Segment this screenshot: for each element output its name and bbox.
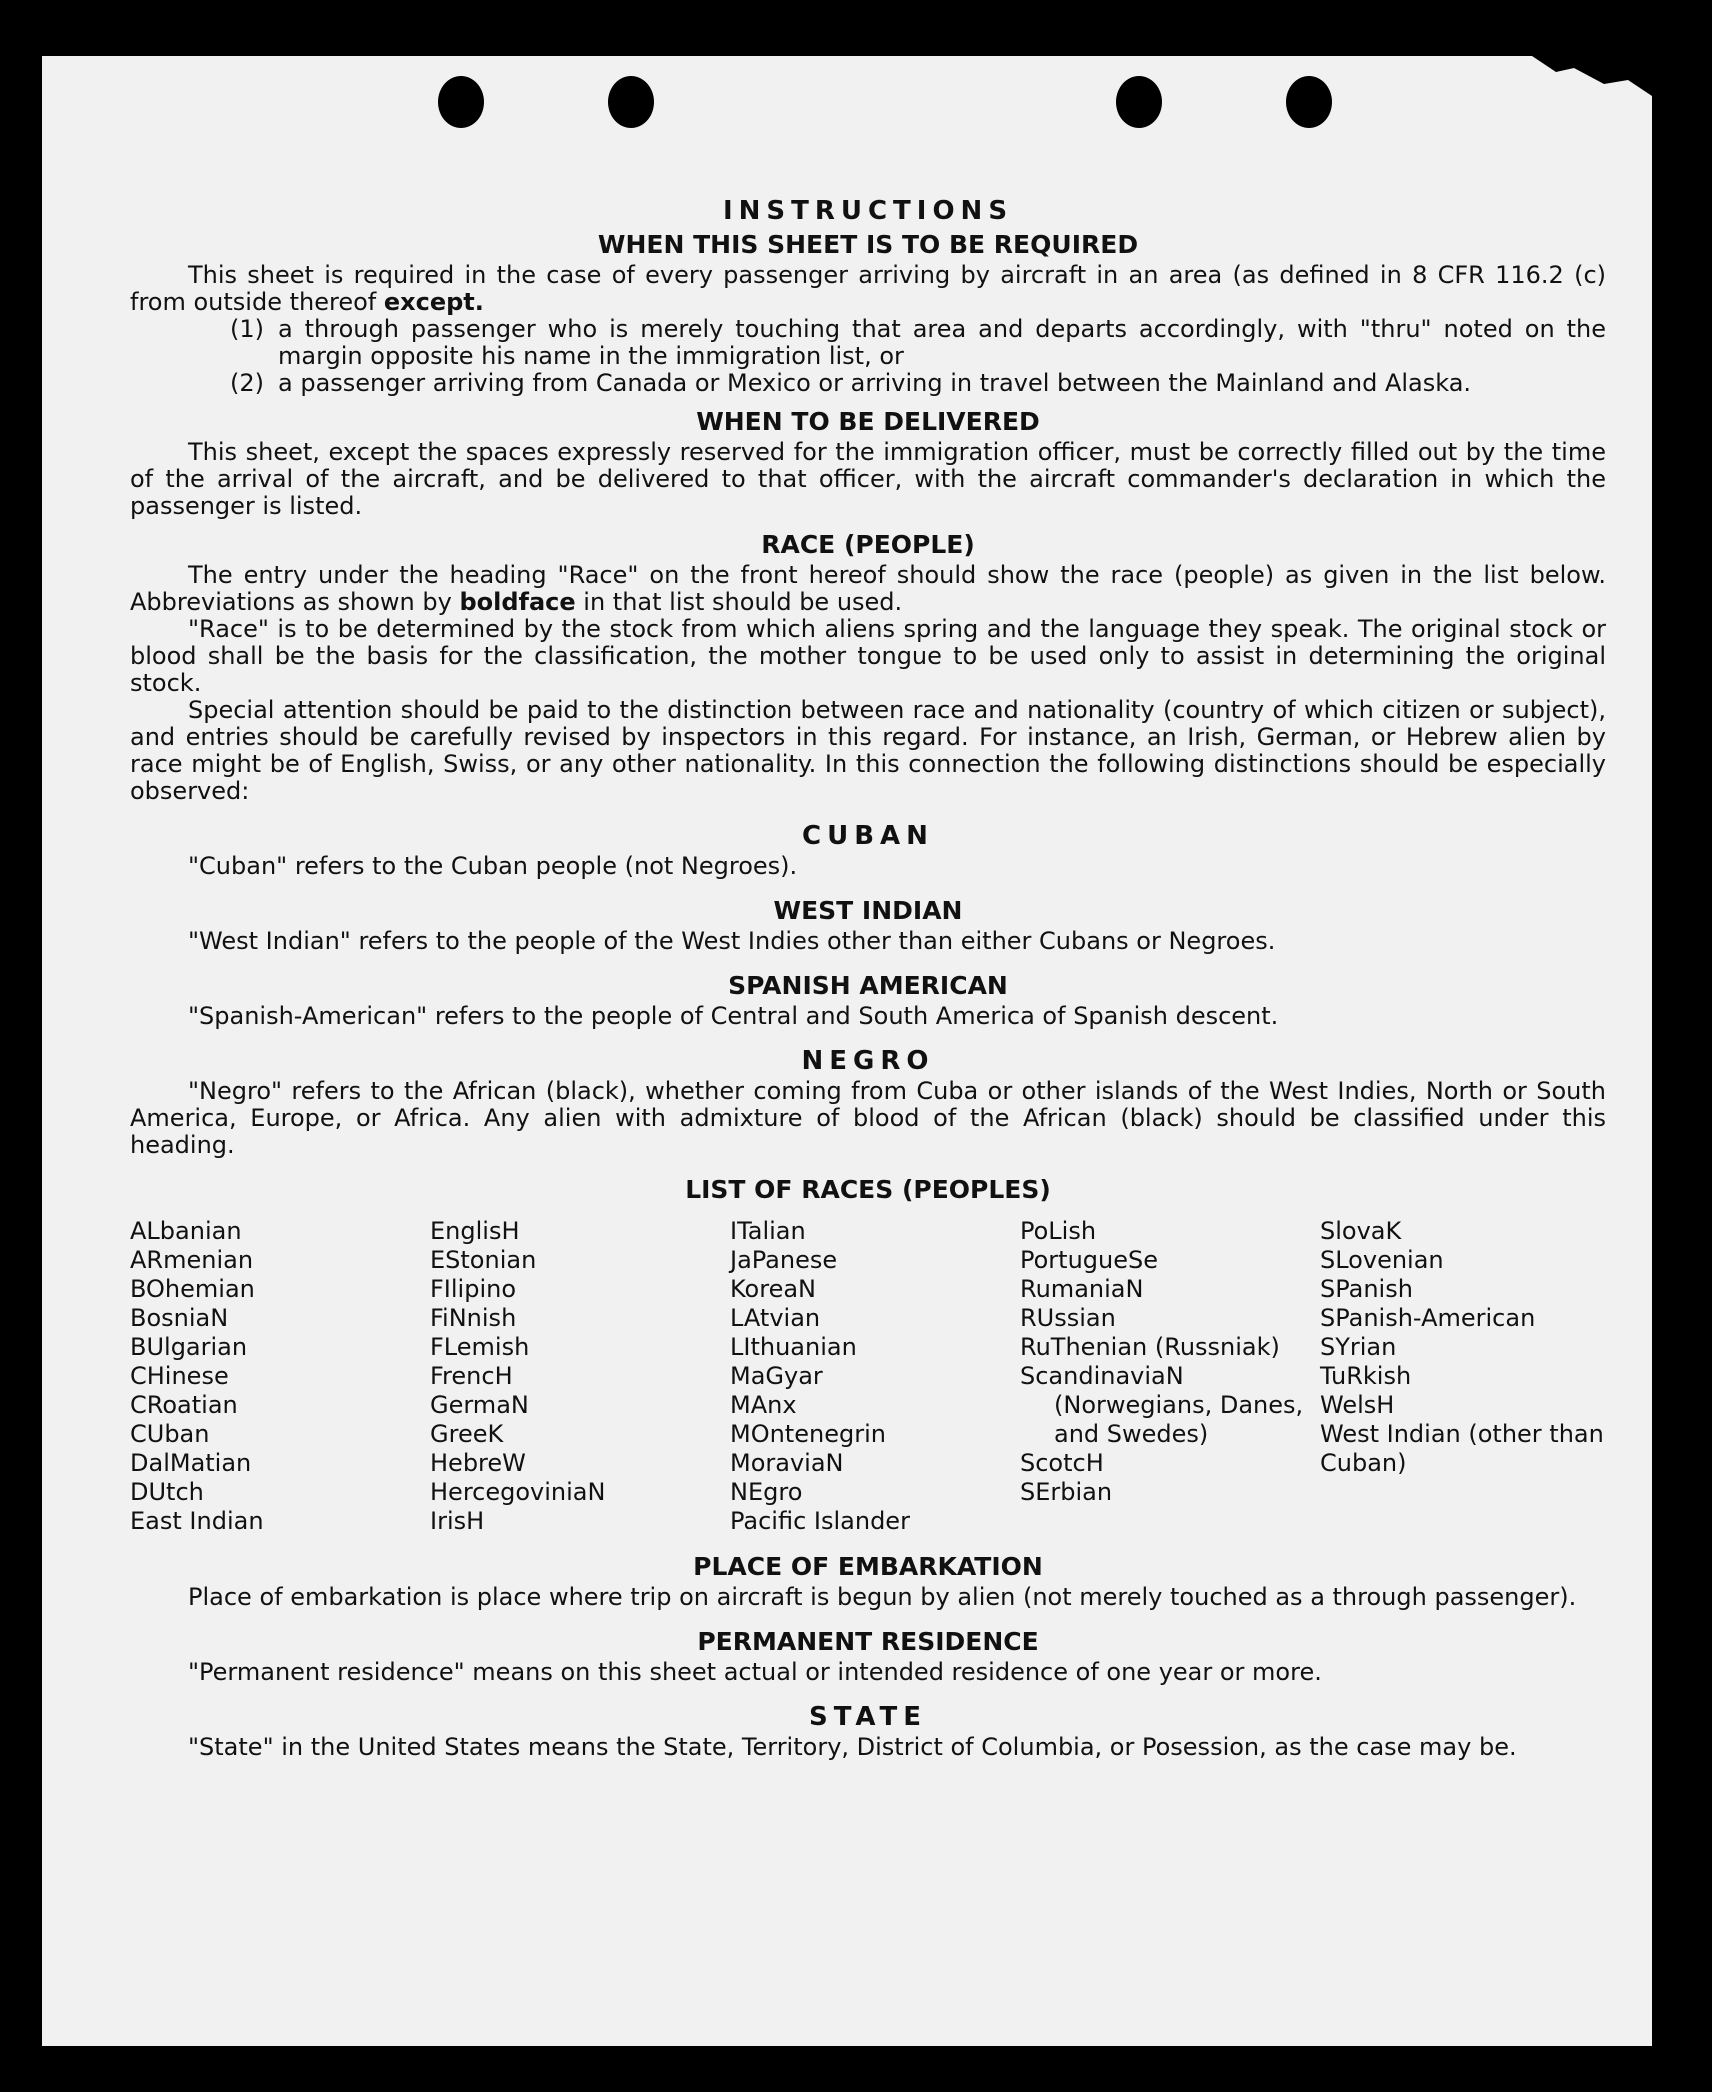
race-entry: West Indian (other than Cuban) xyxy=(1320,1420,1604,1477)
race-entry: LIthuanian xyxy=(730,1333,857,1361)
race-entry: HebreW xyxy=(430,1449,526,1477)
race-entry: WelsH xyxy=(1320,1391,1395,1419)
heading-cuban: CUBAN xyxy=(802,821,934,851)
race-entry: FLemish xyxy=(430,1333,530,1361)
race-entry: DalMatian xyxy=(130,1449,252,1477)
heading-race: RACE (PEOPLE) xyxy=(761,530,975,559)
punch-hole xyxy=(1116,76,1162,128)
race-entry: HercegoviniaN xyxy=(430,1478,606,1506)
race-entry: FIlipino xyxy=(430,1275,517,1303)
race-entry: PortugueSe xyxy=(1020,1246,1158,1274)
race-entry: ScandinaviaN xyxy=(1020,1362,1184,1390)
exception-item: (1) a through passenger who is merely touching that area and departs accordingly, with "thru" noted on the margin opposite his name in the immigration list, or xyxy=(230,315,1606,370)
race-entry: Pacific Islander xyxy=(730,1507,910,1535)
race-paragraph-2: "Race" is to be determined by the stock from which aliens spring and the language they speak. The original stock or blood shall be the basis for the classification, the mother tongue to be used only to assist in determining the original stock. xyxy=(130,615,1606,697)
page-title: INSTRUCTIONS xyxy=(722,196,1014,226)
race-entry: JaPanese xyxy=(730,1246,838,1274)
race-entry: PoLish xyxy=(1020,1217,1097,1245)
races-column xyxy=(130,1217,430,1536)
race-entry: EStonian xyxy=(430,1246,537,1274)
heading-embarkation: PLACE OF EMBARKATION xyxy=(693,1552,1043,1581)
heading-when-required: WHEN THIS SHEET IS TO BE REQUIRED xyxy=(597,230,1139,259)
heading-when-delivered: WHEN TO BE DELIVERED xyxy=(696,407,1040,436)
race-entry: RUssian xyxy=(1020,1304,1116,1332)
race-entry: NEgro xyxy=(730,1478,803,1506)
heading-west-indian: WEST INDIAN xyxy=(773,896,963,925)
heading-spanish-american: SPANISH AMERICAN xyxy=(728,971,1008,1000)
race-entry: DUtch xyxy=(130,1478,204,1506)
embarkation-text: Place of embarkation is place where trip on aircraft is begun by alien (not merely touched as a through passenger). xyxy=(188,1583,1577,1611)
race-entry: TuRkish xyxy=(1320,1362,1412,1390)
residence-text: "Permanent residence" means on this sheet actual or intended residence of one year or more. xyxy=(188,1658,1322,1686)
torn-corner xyxy=(1532,56,1652,96)
heading-negro: NEGRO xyxy=(801,1046,935,1076)
exception-item: (2) a passenger arriving from Canada or Mexico or arriving in travel between the Mainland and Alaska. xyxy=(230,369,1472,397)
race-entry: KoreaN xyxy=(730,1275,816,1303)
race-entry: ITalian xyxy=(730,1217,806,1245)
race-entry: MOntenegrin xyxy=(730,1420,886,1448)
punch-hole xyxy=(608,76,654,128)
race-entry: GermaN xyxy=(430,1391,529,1419)
race-entry-note: (Norwegians, Danes, and Swedes) xyxy=(1054,1391,1304,1448)
race-entry: GreeK xyxy=(430,1420,504,1448)
race-entry: FiNnish xyxy=(430,1304,517,1332)
west-indian-text: "West Indian" refers to the people of the West Indies other than either Cubans or Negroes. xyxy=(188,927,1276,955)
race-entry: MAnx xyxy=(730,1391,797,1419)
races-list xyxy=(130,1217,1606,1536)
race-entry: ScotcH xyxy=(1020,1449,1104,1477)
race-entry: BOhemian xyxy=(130,1275,255,1303)
race-entry: BosniaN xyxy=(130,1304,229,1332)
race-entry: East Indian xyxy=(130,1507,264,1535)
instructions-body xyxy=(130,194,1606,1761)
heading-permanent-residence: PERMANENT RESIDENCE xyxy=(697,1627,1039,1656)
race-paragraph-1: The entry under the heading "Race" on the front hereof should show the race (people) as given in the list below. Abbreviations as shown by boldface in that list should be used. xyxy=(130,561,1606,616)
race-entry: SPanish-American xyxy=(1320,1304,1536,1332)
race-entry: LAtvian xyxy=(730,1304,821,1332)
required-intro: This sheet is required in the case of every passenger arriving by aircraft in an area (as defined in 8 CFR 116.2 (c) from outside thereof except. xyxy=(130,261,1606,316)
race-entry: ARmenian xyxy=(130,1246,254,1274)
race-entry: CUban xyxy=(130,1420,210,1448)
race-entry: SPanish xyxy=(1320,1275,1413,1303)
negro-text: "Negro" refers to the African (black), whether coming from Cuba or other islands of the West Indies, North or South America, Europe, or Africa. Any alien with admixture of blood of the African (black) should be classified under this heading. xyxy=(130,1077,1606,1159)
race-entry: SYrian xyxy=(1320,1333,1397,1361)
race-entry: BUlgarian xyxy=(130,1333,248,1361)
race-entry: SlovaK xyxy=(1320,1217,1402,1245)
race-entry: RuThenian (Russniak) xyxy=(1020,1333,1280,1361)
punch-hole xyxy=(438,76,484,128)
document-page xyxy=(42,56,1652,2046)
race-entry: EnglisH xyxy=(430,1217,520,1245)
race-entry: CHinese xyxy=(130,1362,229,1390)
race-entry: ALbanian xyxy=(130,1217,242,1245)
race-entry: IrisH xyxy=(430,1507,485,1535)
race-entry: CRoatian xyxy=(130,1391,238,1419)
race-entry: SErbian xyxy=(1020,1478,1113,1506)
heading-list-of-races: LIST OF RACES (PEOPLES) xyxy=(685,1175,1051,1204)
race-paragraph-3: Special attention should be paid to the distinction between race and nationality (country of which citizen or subject), and entries should be carefully revised by inspectors in this regard. For instance, an Irish, German, or Hebrew alien by race might be of English, Swiss, or any other nationality. In this connection the following distinctions should be especially observed: xyxy=(130,696,1606,805)
delivered-text: This sheet, except the spaces expressly reserved for the immigration officer, must be correctly filled out by the time of the arrival of the aircraft, and be delivered to that officer, with the aircraft commander's declaration in which the passenger is listed. xyxy=(130,438,1606,520)
races-column xyxy=(730,1217,1020,1536)
state-text: "State" in the United States means the State, Territory, District of Columbia, or Posession, as the case may be. xyxy=(188,1733,1517,1761)
race-entry: RumaniaN xyxy=(1020,1275,1144,1303)
races-column xyxy=(1020,1217,1320,1536)
punch-hole xyxy=(1286,76,1332,128)
race-entry: MoraviaN xyxy=(730,1449,844,1477)
race-entry: FrencH xyxy=(430,1362,513,1390)
races-column xyxy=(430,1217,730,1536)
cuban-text: "Cuban" refers to the Cuban people (not Negroes). xyxy=(188,852,798,880)
spanish-american-text: "Spanish-American" refers to the people of Central and South America of Spanish descent. xyxy=(188,1002,1279,1030)
race-entry: MaGyar xyxy=(730,1362,823,1390)
heading-state: STATE xyxy=(808,1702,928,1732)
races-column xyxy=(1320,1217,1606,1536)
race-entry: SLovenian xyxy=(1320,1246,1444,1274)
